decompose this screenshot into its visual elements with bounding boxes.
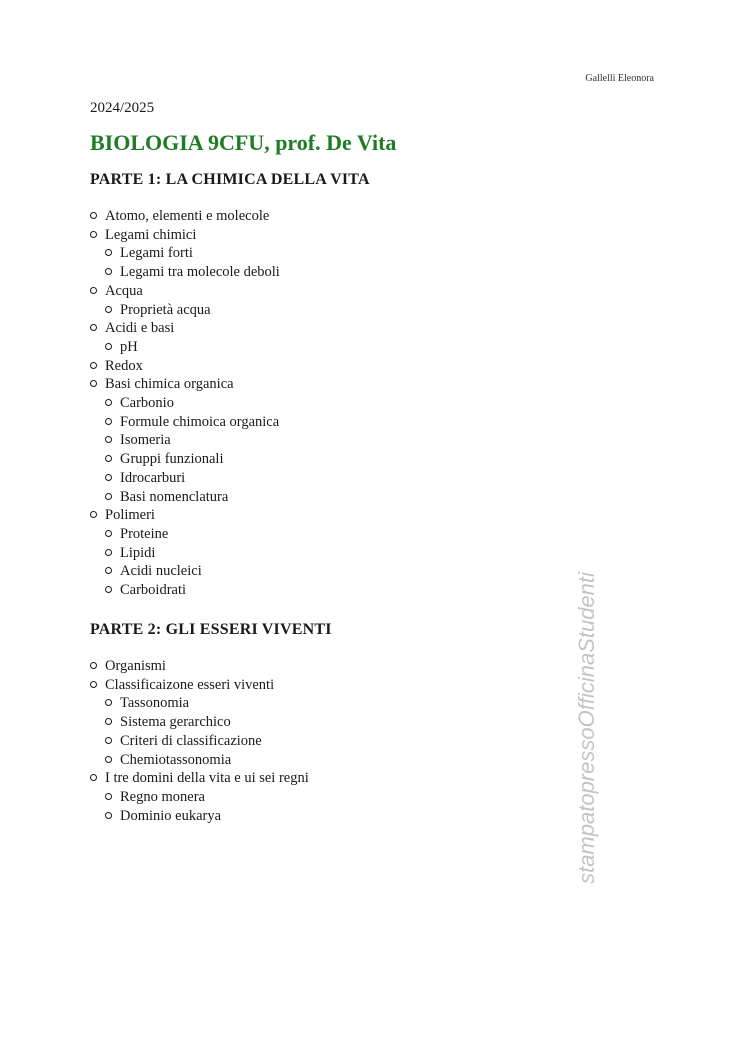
outline-item-label: pH bbox=[120, 338, 138, 355]
outline-item bbox=[90, 769, 309, 788]
outline-item-label: Organismi bbox=[105, 658, 166, 674]
hollow-circle-bullet-icon bbox=[105, 812, 112, 819]
hollow-circle-bullet-icon bbox=[105, 567, 112, 574]
hollow-circle-bullet-icon bbox=[105, 793, 112, 800]
outline-item bbox=[90, 282, 280, 301]
hollow-circle-bullet-icon bbox=[90, 380, 97, 387]
outline-item-label: Acqua bbox=[105, 282, 143, 299]
hollow-circle-bullet-icon bbox=[105, 399, 112, 406]
outline-subitem bbox=[105, 788, 309, 807]
outline-item-label: Legami tra molecole deboli bbox=[120, 264, 280, 281]
outline-item-label: Gruppi funzionali bbox=[120, 451, 224, 468]
outline-item bbox=[90, 357, 280, 376]
outline-item-label: Proteine bbox=[120, 525, 169, 542]
outline-subitem bbox=[105, 544, 280, 563]
hollow-circle-bullet-icon bbox=[105, 718, 112, 725]
hollow-circle-bullet-icon bbox=[105, 418, 112, 425]
outline-item-label: Tassonomia bbox=[120, 695, 190, 712]
outline-subitem bbox=[105, 450, 280, 469]
outline-subitem bbox=[105, 469, 280, 488]
outline-subitem bbox=[105, 431, 280, 450]
outline-item-label: Basi nomenclatura bbox=[120, 488, 229, 505]
outline-item-label: Lipidi bbox=[120, 544, 156, 561]
hollow-circle-bullet-icon bbox=[105, 699, 112, 706]
hollow-circle-bullet-icon bbox=[105, 343, 112, 350]
outline-subitem bbox=[105, 394, 280, 413]
outline-item-label: Basi chimica organica bbox=[105, 376, 234, 393]
outline-item-label: Acidi nucleici bbox=[120, 563, 202, 580]
hollow-circle-bullet-icon bbox=[90, 662, 97, 669]
outline-item-label: Polimeri bbox=[105, 507, 155, 524]
outline-subitem bbox=[105, 713, 309, 732]
outline-item-label: Legami forti bbox=[120, 245, 193, 262]
outline-item-label: Idrocarburi bbox=[120, 469, 186, 486]
outline-subitem bbox=[105, 338, 280, 357]
outline-subitem bbox=[105, 751, 309, 770]
outline-item-label: Carbonio bbox=[120, 395, 174, 412]
outline-subitem bbox=[105, 581, 280, 600]
outline-item-label: Redox bbox=[105, 357, 143, 374]
part-1-heading: PARTE 1: LA CHIMICA DELLA VITA bbox=[90, 171, 370, 188]
watermark-text: stampatopressoOfficinaStudenti bbox=[574, 572, 599, 884]
outline-item-label: Legami chimici bbox=[105, 226, 197, 243]
outline-subitem bbox=[105, 488, 280, 507]
hollow-circle-bullet-icon bbox=[105, 530, 112, 537]
hollow-circle-bullet-icon bbox=[90, 231, 97, 238]
outline-subitem bbox=[105, 301, 280, 320]
outline-item-label: Formule chimoica organica bbox=[120, 413, 280, 430]
part-2-outline bbox=[90, 657, 309, 825]
hollow-circle-bullet-icon bbox=[105, 268, 112, 275]
outline-item-label: Chemiotassonomia bbox=[120, 751, 232, 768]
outline-subitem bbox=[105, 807, 309, 826]
outline-item bbox=[90, 375, 280, 394]
outline-item-label: Isomeria bbox=[120, 432, 171, 449]
outline-item bbox=[90, 657, 309, 676]
outline-subitem bbox=[105, 694, 309, 713]
outline-subitem bbox=[105, 263, 280, 282]
outline-subitem bbox=[105, 562, 280, 581]
hollow-circle-bullet-icon bbox=[105, 586, 112, 593]
hollow-circle-bullet-icon bbox=[105, 549, 112, 556]
outline-subitem bbox=[105, 244, 280, 263]
hollow-circle-bullet-icon bbox=[90, 681, 97, 688]
outline-item bbox=[90, 506, 280, 525]
outline-item-label: Criteri di classificazione bbox=[120, 732, 262, 749]
hollow-circle-bullet-icon bbox=[105, 493, 112, 500]
course-title: BIOLOGIA 9CFU, prof. De Vita bbox=[90, 130, 397, 155]
outline-item bbox=[90, 226, 280, 245]
hollow-circle-bullet-icon bbox=[90, 212, 97, 219]
outline-item-label: Dominio eukarya bbox=[120, 807, 222, 824]
hollow-circle-bullet-icon bbox=[90, 511, 97, 518]
hollow-circle-bullet-icon bbox=[90, 774, 97, 781]
hollow-circle-bullet-icon bbox=[90, 287, 97, 294]
outline-item bbox=[90, 207, 280, 226]
outline-item-label: Proprietà acqua bbox=[120, 301, 211, 318]
outline-item-label: Carboidrati bbox=[120, 582, 187, 599]
hollow-circle-bullet-icon bbox=[105, 756, 112, 763]
outline-subitem bbox=[105, 413, 280, 432]
hollow-circle-bullet-icon bbox=[105, 737, 112, 744]
hollow-circle-bullet-icon bbox=[105, 306, 112, 313]
hollow-circle-bullet-icon bbox=[90, 324, 97, 331]
outline-item bbox=[90, 319, 280, 338]
hollow-circle-bullet-icon bbox=[105, 455, 112, 462]
outline-subitem bbox=[105, 525, 280, 544]
outline-item-label: Acidi e basi bbox=[105, 320, 175, 337]
outline-item bbox=[90, 676, 309, 695]
outline-item-label: Classificaizone esseri viventi bbox=[105, 676, 275, 693]
academic-year: 2024/2025 bbox=[90, 100, 155, 116]
author-name: Gallelli Eleonora bbox=[585, 73, 654, 84]
hollow-circle-bullet-icon bbox=[90, 362, 97, 369]
part-1-outline bbox=[90, 207, 280, 600]
outline-item-label: Regno monera bbox=[120, 788, 205, 805]
hollow-circle-bullet-icon bbox=[105, 249, 112, 256]
outline-item-label: Sistema gerarchico bbox=[120, 714, 231, 731]
outline-item-label: I tre domini della vita e ui sei regni bbox=[105, 770, 309, 787]
outline-subitem bbox=[105, 732, 309, 751]
part-2-heading: PARTE 2: GLI ESSERI VIVENTI bbox=[90, 621, 332, 638]
outline-item-label: Atomo, elementi e molecole bbox=[105, 208, 270, 224]
hollow-circle-bullet-icon bbox=[105, 474, 112, 481]
hollow-circle-bullet-icon bbox=[105, 436, 112, 443]
